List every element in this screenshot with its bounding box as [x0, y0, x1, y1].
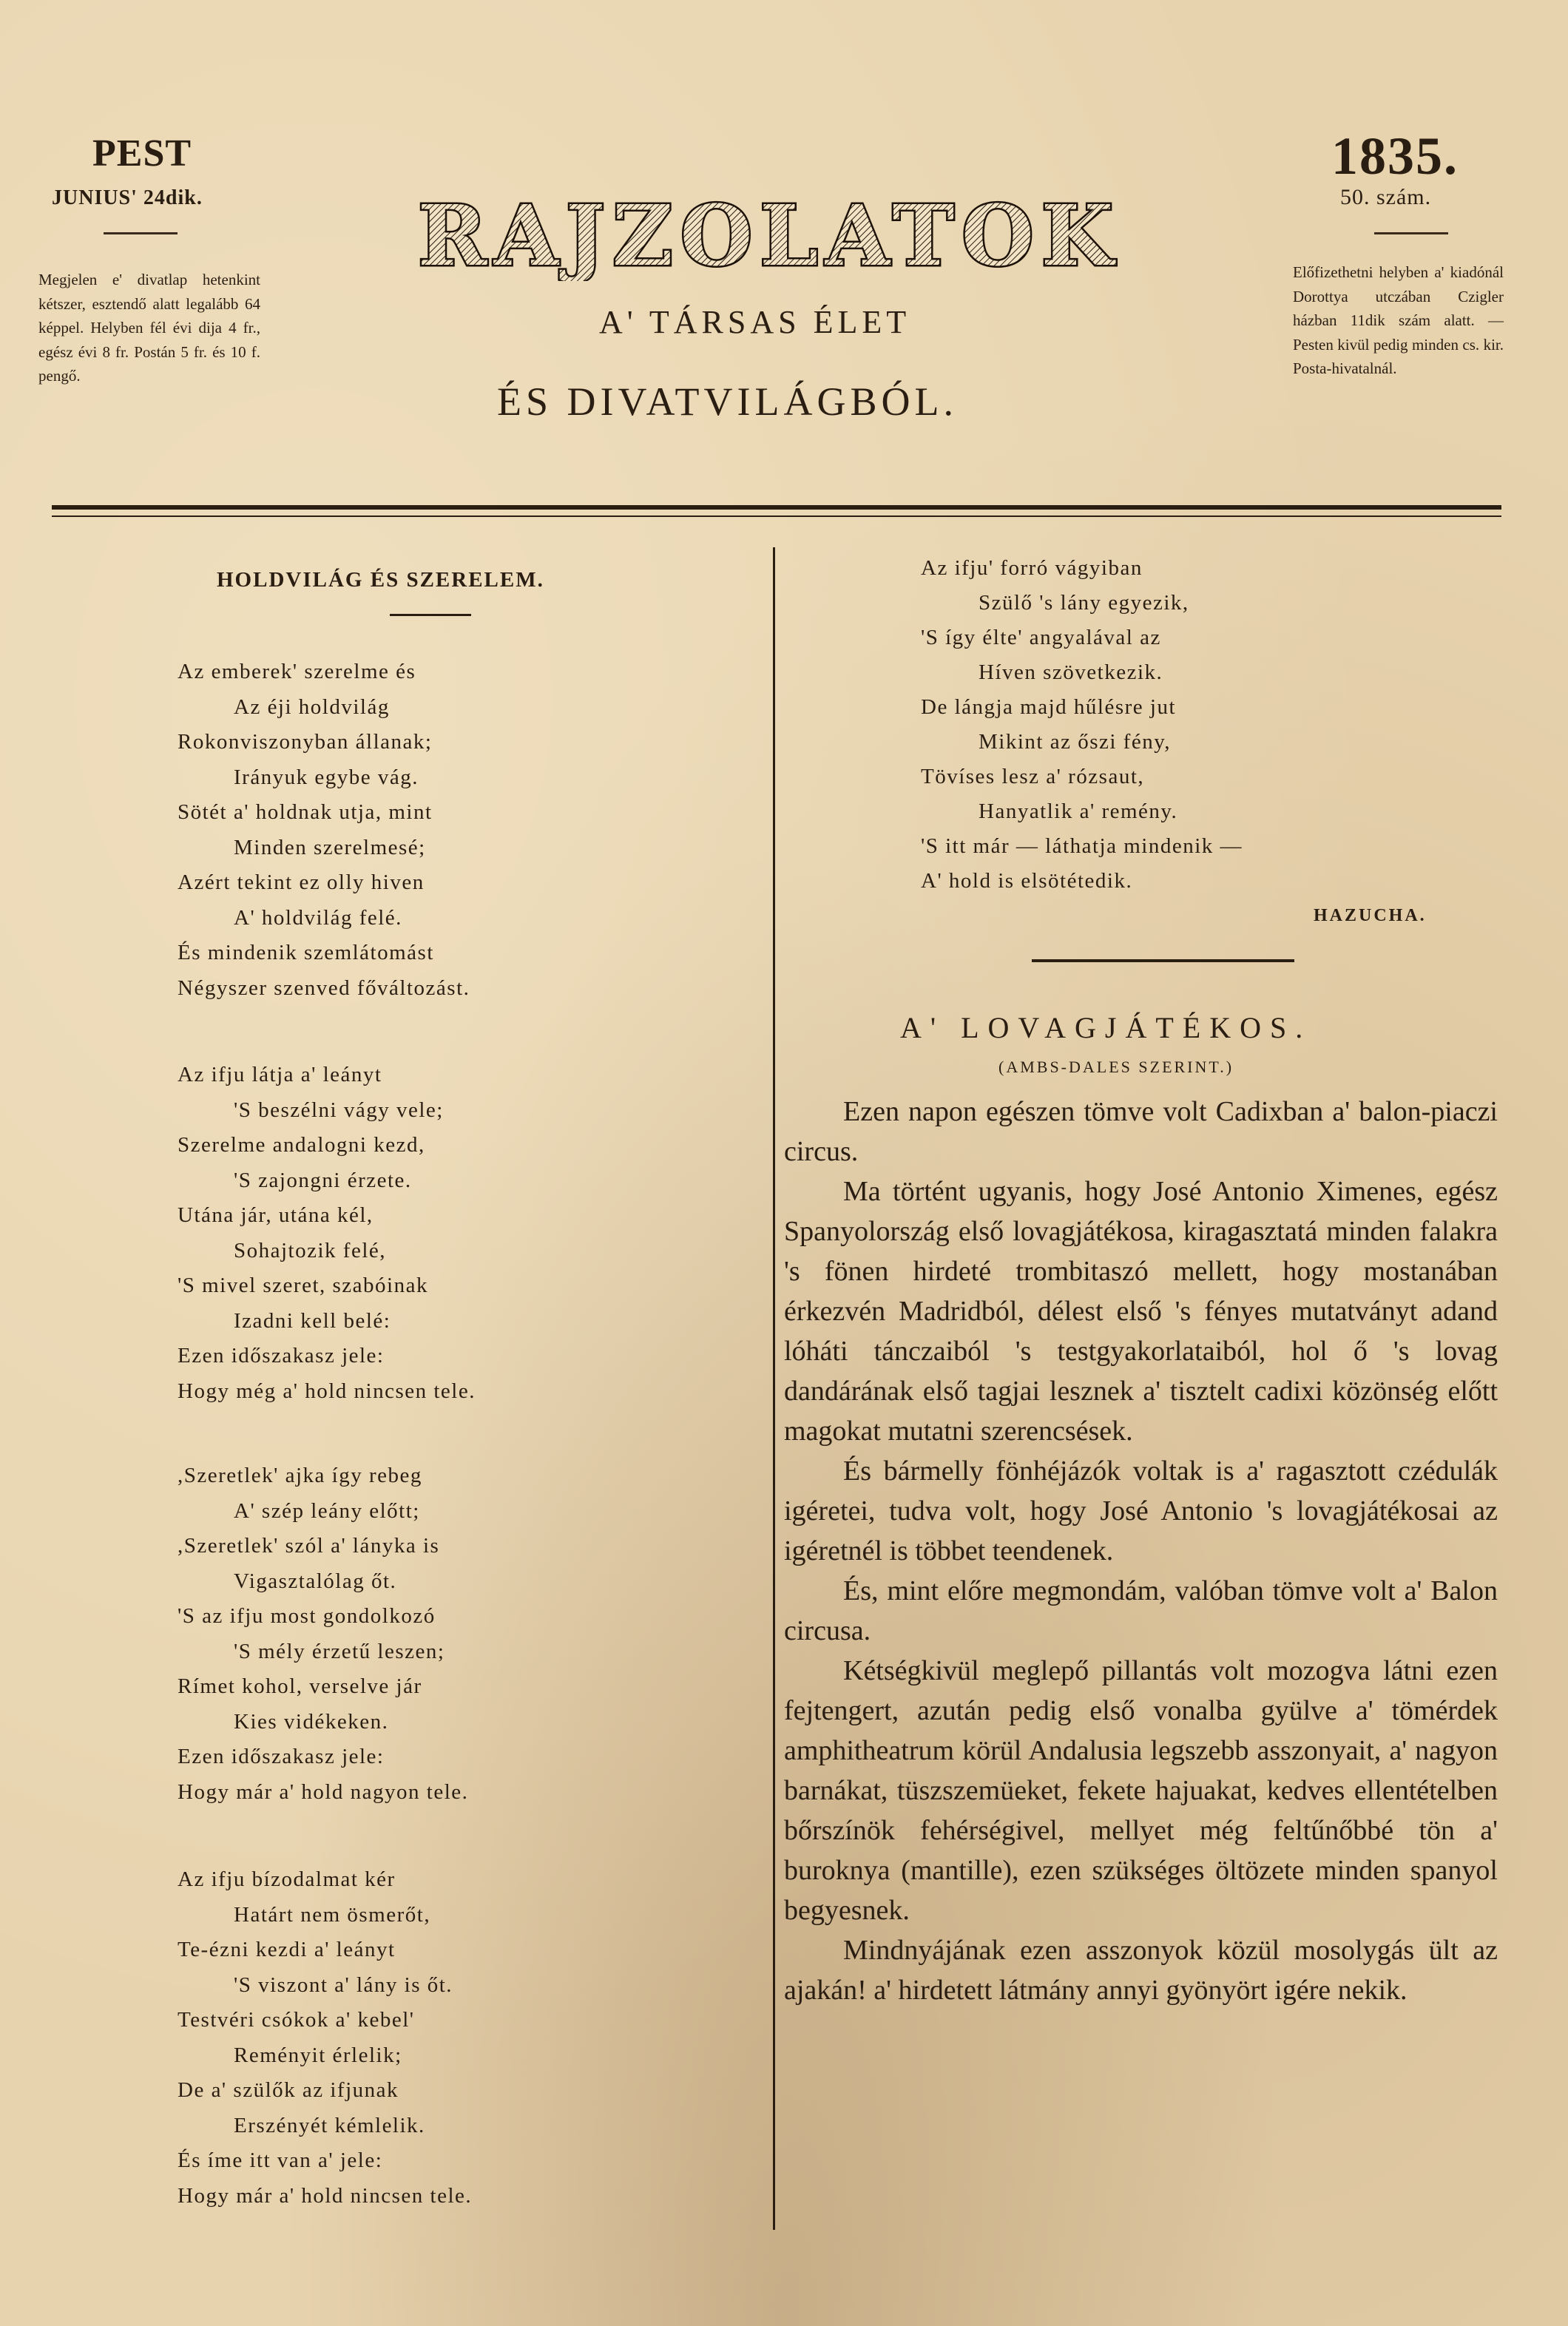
right-divider — [1374, 232, 1448, 234]
poem-line: Az emberek' szerelme és — [178, 660, 416, 683]
poem-title-rule — [390, 614, 471, 616]
poem-line: Hogy még a' hold nincsen tele. — [178, 1379, 476, 1403]
poem-line: 'S viszont a' lány is őt. — [234, 1972, 453, 1997]
poem-line: Hogy már a' hold nagyon tele. — [178, 1779, 469, 1804]
poem-line: Minden szerelmesé; — [234, 835, 426, 859]
masthead-title — [340, 185, 1198, 281]
poem-line: 'S beszélni vágy vele; — [234, 1098, 444, 1122]
poem-stanza-continued — [921, 551, 1468, 899]
poem-line: Testvéri csókok a' kebel' — [178, 2008, 415, 2032]
poem-line: Híven szövetkezik. — [979, 660, 1163, 684]
poem-line: ,Szeretlek' ajka így rebeg — [178, 1464, 422, 1487]
poem-line: Azért tekint ez olly hiven — [178, 870, 425, 894]
story-paragraph: Mindnyájának ezen asszonyok közül mosolygás ült az ajakán! a' hirdetett látmány annyi gyönyört igére nekik. — [784, 1935, 1498, 2006]
poem-line: De lángja majd hűlésre jut — [921, 695, 1177, 719]
poem-line: 'S mivel szeret, szabóinak — [178, 1274, 428, 1297]
poem-line: Az ifju' forró vágyiban — [921, 556, 1143, 580]
story-subtitle: (AMBS-DALES SZERINT.) — [998, 1058, 1234, 1076]
masthead-subtitle-1: A' TÁRSAS ÉLET — [599, 304, 911, 340]
poem-line: Ezen időszakasz jele: — [178, 1745, 385, 1768]
poem-line: Sötét a' holdnak utja, mint — [178, 800, 433, 824]
poem-stanza — [178, 1058, 740, 1409]
column-divider — [773, 547, 775, 2230]
masthead-title-text: RAJZOLATOK — [417, 188, 1121, 281]
story-body — [784, 1092, 1498, 2010]
issue-number: 50. szám. — [1340, 185, 1432, 209]
poem-line: Kies vidékeken. — [234, 1709, 389, 1734]
story-paragraph: És, mint előre megmondám, valóban tömve volt a' Balon circusa. — [784, 1575, 1498, 1646]
subscription-notice: Megjelen e' divatlap hetenkint kétszer, esztendő alatt legalább 64 képpel. Helyben fél évi dija 4 fr., egész évi 8 fr. Postán 5 fr. és 10 f. pengő. — [38, 271, 260, 385]
poem-line: 'S zajongni érzete. — [234, 1168, 412, 1192]
poem-line: Reményit érlelik; — [234, 2043, 402, 2067]
poem-line: A' hold is elsötétedik. — [921, 869, 1133, 893]
poem-line: A' szép leány előtt; — [234, 1498, 420, 1523]
poem-line: Hogy már a' hold nincsen tele. — [178, 2183, 473, 2208]
poem-line: Sohajtozik felé, — [234, 1238, 387, 1262]
story-title: A' LOVAGJÁTÉKOS. — [900, 1011, 1312, 1044]
poem-line: Az ifju látja a' leányt — [178, 1063, 382, 1086]
story-paragraph: Ezen napon egészen tömve volt Cadixban a' balon-piaczi circus. — [784, 1096, 1498, 1167]
poem-line: Ezen időszakasz jele: — [178, 1344, 385, 1367]
masthead-year: 1835. — [1331, 126, 1459, 186]
poem-stanza — [178, 655, 740, 1006]
poem-line: 'S az ifju most gondolkozó — [178, 1604, 436, 1628]
poem-line: 'S így élte' angyalával az — [921, 626, 1161, 649]
poem-stanza — [178, 1458, 740, 1810]
masthead-city: PEST — [92, 132, 192, 175]
poem-line: Mikint az őszi fény, — [979, 730, 1172, 754]
poem-line: Erszényét kémlelik. — [234, 2113, 425, 2137]
poem-line: 'S mély érzetű leszen; — [234, 1639, 445, 1663]
poem-title: HOLDVILÁG ÉS SZERELEM. — [217, 568, 544, 592]
poem-line: Az ifju bízodalmat kér — [178, 1867, 396, 1891]
masthead-rule-thick — [52, 505, 1501, 510]
poem-line: Utána jár, utána kél, — [178, 1203, 374, 1227]
poem-line: Határt nem ösmerőt, — [234, 1902, 431, 1927]
subscription-location-notice: Előfizethetni helyben a' kiadónál Dorottya utczában Czigler házban 11dik szám alatt. — Pesten kivül pedig minden cs. kir. Posta-hivatalnál. — [1293, 263, 1504, 378]
poem-line: Vigasztalólag őt. — [234, 1569, 397, 1593]
poem-line: És mindenik szemlátomást — [178, 941, 434, 964]
poem-line: De a' szülők az ifjunak — [178, 2078, 399, 2102]
poem-line: Tövíses lesz a' rózsaut, — [921, 765, 1145, 788]
masthead-rule-thin — [52, 515, 1501, 517]
poem-line: ,Szeretlek' szól a' lányka is — [178, 1534, 440, 1558]
story-paragraph: Ma történt ugyanis, hogy José Antonio Ximenes, egész Spanyolország első lovagjátékosa, kiragasztatá minden falakra 's fönen hirdeté trombitaszó mellett, hogy mostanában érkezvén Madridból, délest első 's fényes mutatványt adand lóháti tánczaiból 's testgyakorlataiból, hol ő 's lovag dandárának első tagjai lesznek a' tisztelt cadixi közönség előtt magokat mutatni szerencsések. — [784, 1176, 1498, 1447]
poem-line: És íme itt van a' jele: — [178, 2148, 383, 2172]
story-paragraph: És bármelly fönhéjázók voltak is a' ragasztott czédulák igéretei, tudva volt, hogy José Antonio 's lovagjátékosai az igéretnél is többet teendenek. — [784, 1456, 1498, 1566]
masthead-subtitle-2: ÉS DIVATVILÁGBÓL. — [497, 379, 958, 424]
story-paragraph: Kétségkivül meglepő pillantás volt mozogva látni ezen fejtengert, azután pedig első vonalba gyülve a' tömérdek amphitheatrum körül Andalusia legszebb asszonyait, a' nagyon barnákat, tüszszemüeket, fekete hajuakat, kedves ellentételben bőrszínök fehérségivel, mellyet még feltűnőbbé tön a' buroknya (mantille), ezen szükséges öltözete minden spanyol begyesnek. — [784, 1655, 1498, 1926]
poem-line: Te-ézni kezdi a' leányt — [178, 1938, 396, 1961]
poem-line: Irányuk egybe vág. — [234, 765, 419, 789]
poem-line: Izadni kell belé: — [234, 1308, 391, 1333]
poem-line: Rímet kohol, verselve jár — [178, 1674, 422, 1698]
poem-line: Szerelme andalogni kezd, — [178, 1133, 425, 1157]
poem-line: Négyszer szenved főváltozást. — [178, 976, 470, 1000]
left-divider — [104, 232, 178, 234]
poem-line: Rokonviszonyban állanak; — [178, 730, 433, 754]
poem-author: HAZUCHA. — [1314, 906, 1427, 925]
poem-stanza — [178, 1862, 740, 2214]
poem-line: A' holdvilág felé. — [234, 905, 402, 930]
poem-line: Hanyatlik a' remény. — [979, 799, 1178, 823]
poem-line: Az éji holdvilág — [234, 694, 390, 719]
masthead-date: JUNIUS' 24dik. — [52, 186, 203, 209]
poem-line: 'S itt már — láthatja mindenik — — [921, 834, 1243, 858]
section-divider — [1032, 959, 1294, 962]
poem-line: Szülő 's lány egyezik, — [979, 591, 1189, 615]
